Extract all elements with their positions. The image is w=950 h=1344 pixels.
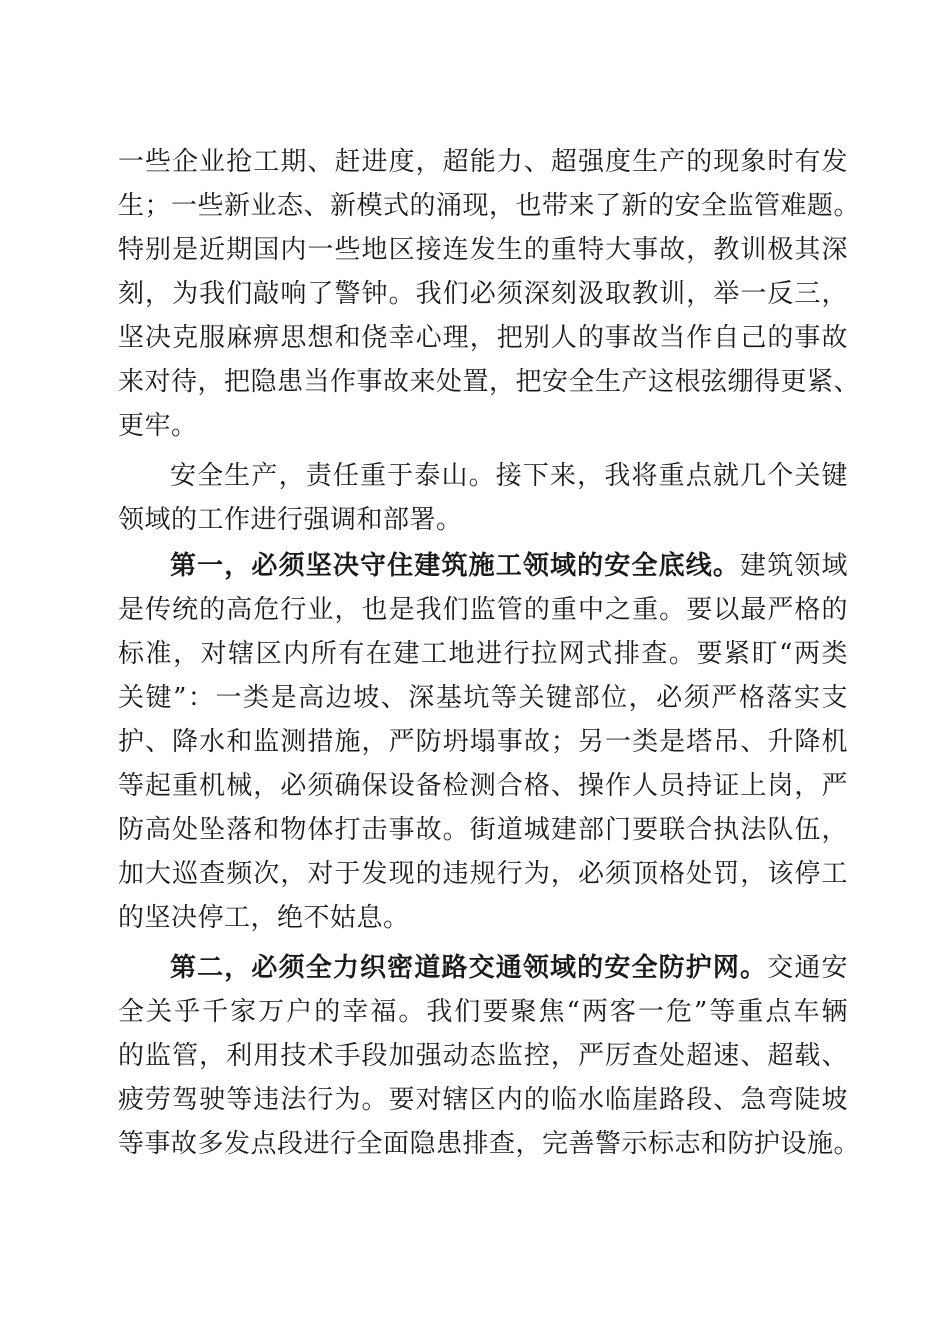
body-line: 的监管，利用技术手段加强动态监控，严厉查处超速、超载、 — [118, 1041, 848, 1071]
body-text: 交通安 — [767, 953, 848, 983]
body-line: 特别是近期国内一些地区接连发生的重特大事故，教训极其深 — [118, 235, 848, 265]
body-line: 全关乎千家万户的幸福。我们要聚焦“两客一危”等重点车辆 — [118, 997, 848, 1027]
body-text: 建筑领域 — [740, 551, 848, 581]
body-line: 生；一些新业态、新模式的涌现，也带来了新的安全监管难题。 — [118, 191, 861, 221]
section-heading-line — [170, 946, 848, 990]
body-line: 标准，对辖区内所有在建工地进行拉网式排查。要紧盯“两类 — [118, 639, 848, 669]
body-line: 坚决克服麻痹思想和侥幸心理，把别人的事故当作自己的事故 — [118, 323, 848, 353]
body-line: 护、降水和监测措施，严防坍塌事故；另一类是塔吊、升降机 — [118, 727, 848, 757]
body-line: 领域的工作进行强调和部署。 — [118, 505, 463, 535]
body-line: 疲劳驾驶等违法行为。要对辖区内的临水临崖路段、急弯陡坡 — [118, 1085, 848, 1115]
body-line: 的坚决停工，绝不姑息。 — [118, 903, 410, 933]
body-line: 来对待，把隐患当作事故来处置，把安全生产这根弦绷得更紧、 — [118, 367, 861, 397]
section-heading-line — [170, 544, 848, 588]
section-heading-first: 第一，必须坚决守住建筑施工领域的安全底线。 — [170, 551, 741, 581]
body-line: 一些企业抢工期、赶进度，超能力、超强度生产的现象时有发 — [118, 147, 848, 177]
body-line: 关键”：一类是高边坡、深基坑等关键部位，必须严格落实支 — [118, 683, 848, 713]
body-line: 刻，为我们敲响了警钟。我们必须深刻汲取教训，举一反三， — [118, 279, 848, 309]
section-heading-second: 第二，必须全力织密道路交通领域的安全防护网。 — [170, 953, 768, 983]
body-line: 防高处坠落和物体打击事故。街道城建部门要联合执法队伍， — [118, 815, 848, 845]
body-line: 是传统的高危行业，也是我们监管的重中之重。要以最严格的 — [118, 595, 848, 625]
body-line: 等事故多发点段进行全面隐患排查，完善警示标志和防护设施。 — [118, 1129, 861, 1159]
body-line: 更牢。 — [118, 411, 198, 441]
body-line: 加大巡查频次，对于发现的违规行为，必须顶格处罚，该停工 — [118, 859, 848, 889]
paragraph-first-line: 安全生产，责任重于泰山。接下来，我将重点就几个关键 — [170, 461, 848, 491]
body-line: 等起重机械，必须确保设备检测合格、操作人员持证上岗，严 — [118, 771, 848, 801]
